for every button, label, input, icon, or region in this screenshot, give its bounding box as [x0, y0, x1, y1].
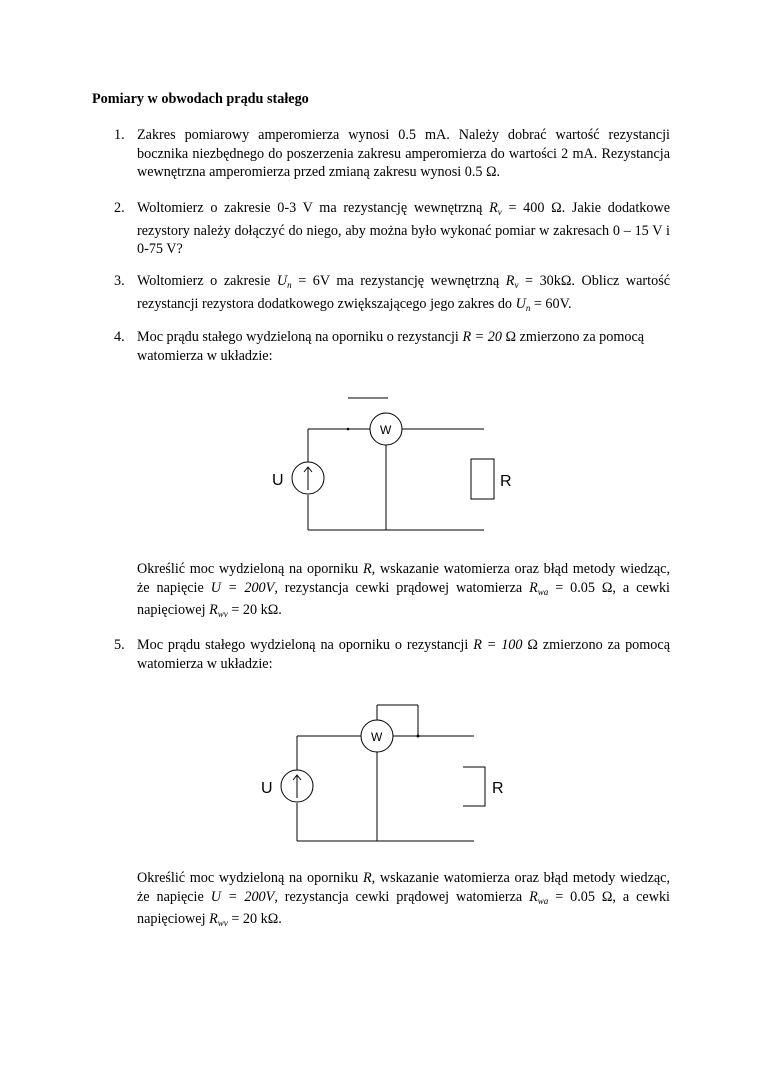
problem-text: Moc prądu stałego wydzieloną na oporniku o rezystancji R = 100 Ω zmierzono za pomocą watomierza w układzie: [137, 637, 670, 672]
problem-number: 5. [114, 637, 125, 653]
problem-number: 2. [114, 200, 125, 216]
source-label: U [272, 472, 284, 489]
source-label: U [261, 780, 273, 797]
problem-text: Moc prądu stałego wydzieloną na oporniku o rezystancji R = 20 Ω zmierzono za pomocą watomierza w układzie: [137, 329, 645, 364]
problem-4-question: Określić moc wydzieloną na oporniku R, wskazanie watomierza oraz błąd metody wiedząc, że napięcie U = 200V, rezystancja cewki prądowej watomierza $R_{wa} = 0.05$ Ω, a cewki napięciowej $R_{wv} = 20$ kΩ. [137, 561, 671, 619]
meter-label: W [371, 730, 383, 744]
resistor-label: R [500, 473, 512, 490]
problem-number: 3. [114, 273, 125, 289]
problem-number: 1. [114, 127, 125, 143]
problem-text: Zakres pomiarowy amperomierza wynosi 0.5 mA. Należy dobrać wartość rezystancji bocznika niezbędnego do poszerzenia zakresu amperomierza do wartości 2 mA. Rezystancja wewnętrzna amperomierza przed zmianą zakresu wynosi 0.5 Ω. [137, 127, 670, 180]
problem-text: Woltomierz o zakresie $U_n = 6V$ ma rezystancję wewnętrzną $R_v = 30k\Omega$. Oblicz wartość rezystancji rezystora dodatkowego zwiększającego jego zakres do $U_n = 60V$. [137, 273, 671, 313]
problem-5-question: Określić moc wydzieloną na oporniku R, wskazanie watomierza oraz błąd metody wiedząc, że napięcie U = 200V, rezystancja cewki prądowej watomierza $R_{wa} = 0.05$ Ω, a cewki napięciowej $R_{wv} = 20$ kΩ. [137, 870, 671, 928]
page-title: Pomiary w obwodach prądu stałego [92, 91, 309, 107]
problem-text: Woltomierz o zakresie 0-3 V ma rezystancję wewnętrzną $R_v = 400$ Ω. Jakie dodatkowe rezystory należy dołączyć do niego, aby można było wykonać pomiar w zakresach 0 – 15 V i 0-75 V? [137, 200, 671, 257]
meter-label: W [380, 423, 392, 437]
resistor-label: R [492, 780, 504, 797]
problem-number: 4. [114, 329, 125, 345]
